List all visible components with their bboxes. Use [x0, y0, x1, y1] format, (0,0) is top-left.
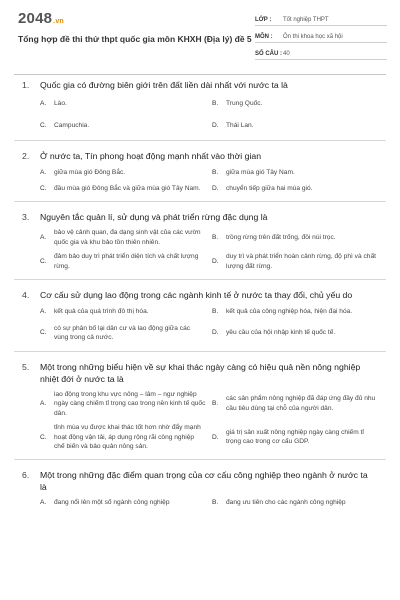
- question-text: [14, 150, 386, 162]
- site-logo[interactable]: [18, 10, 64, 27]
- option-letter: A.: [40, 498, 47, 506]
- question-number: 4.: [22, 290, 30, 300]
- option-letter: A.: [40, 308, 47, 315]
- answer-option[interactable]: [40, 228, 212, 247]
- question-number: 6.: [22, 469, 30, 480]
- option-letter: B.: [212, 498, 219, 506]
- option-text: Campuchia.: [54, 121, 90, 129]
- question: [0, 289, 400, 343]
- exam-meta: [255, 12, 387, 63]
- answer-option[interactable]: [212, 498, 384, 508]
- option-text: Thái Lan.: [226, 121, 254, 129]
- option-text: trồng rừng trên đất trống, đồi núi trọc.: [226, 233, 336, 241]
- answer-options: [14, 307, 386, 343]
- answer-option[interactable]: [212, 184, 384, 194]
- answer-option[interactable]: [40, 99, 212, 109]
- question: [0, 361, 400, 452]
- meta-value: Ôn thi khoa học xã hội: [283, 34, 343, 40]
- option-letter: B.: [212, 400, 219, 407]
- answer-option[interactable]: [212, 168, 384, 178]
- option-letter: C.: [40, 433, 47, 441]
- meta-label: MÔN :: [255, 34, 273, 40]
- option-letter: D.: [212, 257, 219, 265]
- page-header: [0, 0, 400, 70]
- option-letter: C.: [40, 121, 47, 129]
- question-stem: Cơ cấu sử dụng lao động trong các ngành kinh tế ở nước ta thay đổi, chủ yếu do: [40, 290, 353, 300]
- answer-option[interactable]: [40, 324, 212, 343]
- answer-option[interactable]: [40, 498, 212, 508]
- question-number: 1.: [22, 80, 30, 90]
- page-title: Tổng hợp đề thi thử thpt quốc gia môn KHXH (Địa lý) đề 5: [18, 34, 252, 44]
- question-text: [14, 211, 386, 223]
- option-letter: A.: [40, 100, 47, 107]
- question-divider: [14, 351, 386, 352]
- question: [0, 469, 400, 508]
- option-text: giá trị sản xuất nông nghiệp ngày càng chiếm tỉ trọng cao trong cơ cấu GDP.: [226, 428, 364, 446]
- option-text: kết quả của công nghiệp hóa, hiện đại hóa.: [226, 308, 353, 315]
- answer-option[interactable]: [212, 307, 384, 317]
- answer-option[interactable]: [212, 99, 384, 109]
- option-letter: B.: [212, 169, 219, 176]
- option-text: đảm bảo duy trì phát triển diện tích và chất lượng rừng.: [54, 253, 199, 270]
- answer-option[interactable]: [212, 252, 384, 271]
- answer-option[interactable]: [40, 168, 212, 178]
- answer-option[interactable]: [40, 121, 212, 131]
- option-text: lao động trong khu vực nông – lâm – ngư nghiệp ngày càng chiếm tỉ trọng cao trong nền kinh tế quốc dân.: [54, 390, 206, 417]
- option-text: tỉnh mùa vụ được khai thác tốt hơn nhờ đẩy mạnh hoạt động vận tải, áp dụng rộng rãi công nghiệp chế biến và bảo quản nông sản.: [54, 424, 201, 450]
- option-text: Lào.: [54, 100, 67, 107]
- option-text: giữa mùa gió Tây Nam.: [226, 169, 295, 176]
- answer-options: [14, 99, 386, 130]
- option-text: các sản phẩm nông nghiệp đã đáp ứng đầy đủ nhu cầu tiêu dùng tại chỗ của người dân.: [226, 395, 376, 412]
- answer-option[interactable]: [212, 121, 384, 131]
- question-stem: Nguyên tắc quản lí, sử dụng và phát triển rừng đặc dụng là: [40, 212, 268, 222]
- meta-label: SỐ CÂU :: [255, 51, 282, 57]
- option-letter: C.: [40, 184, 47, 192]
- question-number: 3.: [22, 212, 30, 222]
- option-text: Trung Quốc.: [226, 100, 263, 107]
- meta-row-subject: [255, 29, 387, 43]
- question: [0, 79, 400, 130]
- logo-main: 2048: [18, 10, 53, 27]
- option-letter: C.: [40, 329, 47, 337]
- question-divider: [14, 459, 386, 460]
- answer-options: [14, 228, 386, 271]
- question-text: [14, 79, 386, 91]
- question-list: [0, 79, 400, 507]
- option-text: yêu cầu của hội nhập kinh tế quốc tế.: [226, 329, 336, 337]
- question-text: [14, 289, 386, 301]
- option-text: duy trì và phát triển hoàn cảnh rừng, độ phì và chất lượng đất rừng.: [226, 253, 376, 270]
- option-letter: B.: [212, 233, 219, 241]
- question-number: 2.: [22, 151, 30, 161]
- header-divider: [14, 74, 386, 75]
- question: [0, 150, 400, 193]
- answer-options: [14, 168, 386, 193]
- option-letter: D.: [212, 433, 219, 441]
- question-divider: [14, 140, 386, 141]
- question-text: [14, 361, 386, 385]
- option-text: giữa mùa gió Đông Bắc.: [54, 169, 126, 176]
- question-divider: [14, 279, 386, 280]
- option-text: có sự phân bố lại dân cư và lao động giữa các vùng trong cả nước.: [54, 324, 191, 341]
- meta-label: LỚP :: [255, 17, 272, 23]
- option-letter: A.: [40, 400, 47, 407]
- option-letter: D.: [212, 184, 219, 192]
- option-text: kết quả của quá trình đô thị hóa.: [54, 308, 149, 315]
- option-letter: D.: [212, 121, 219, 129]
- answer-option[interactable]: [212, 324, 384, 343]
- question: [0, 211, 400, 271]
- option-text: đang ưu tiên cho các ngành công nghiệp: [226, 498, 346, 506]
- option-letter: B.: [212, 308, 219, 315]
- option-letter: B.: [212, 100, 219, 107]
- answer-option[interactable]: [40, 423, 212, 452]
- answer-options: [14, 498, 386, 508]
- question-stem: Ở nước ta, Tín phong hoạt động mạnh nhất vào thời gian: [40, 151, 262, 161]
- option-text: chuyển tiếp giữa hai mùa gió.: [226, 184, 313, 192]
- option-letter: D.: [212, 329, 219, 337]
- option-text: đang nổi lên một số ngành công nghiệp: [54, 498, 170, 506]
- option-letter: A.: [40, 233, 47, 241]
- answer-option[interactable]: [40, 252, 212, 271]
- option-letter: A.: [40, 169, 47, 176]
- meta-row-count: [255, 46, 387, 60]
- answer-option[interactable]: [40, 307, 212, 317]
- answer-option[interactable]: [212, 423, 384, 452]
- logo-suffix: .vn: [53, 18, 64, 25]
- answer-option[interactable]: [212, 390, 384, 419]
- question-text: [14, 469, 386, 493]
- option-text: đầu mùa gió Đông Bắc và giữa mùa gió Tây Nam.: [54, 184, 201, 192]
- question-stem: Quốc gia có đường biên giới trên đất liền dài nhất với nước ta là: [40, 80, 288, 90]
- answer-option[interactable]: [212, 228, 384, 247]
- meta-value: Tốt nghiệp THPT: [283, 17, 329, 23]
- question-number: 5.: [22, 361, 30, 372]
- question-stem: Một trong những đặc điểm quan trọng của cơ cấu công nghiệp theo ngành ở nước ta là: [40, 469, 368, 492]
- meta-value: 40: [283, 51, 290, 57]
- meta-row-class: [255, 12, 387, 26]
- answer-options: [14, 390, 386, 452]
- answer-option[interactable]: [40, 184, 212, 194]
- option-letter: C.: [40, 257, 47, 265]
- option-text: bảo vệ cảnh quan, đa dạng sinh vật của các vườn quốc gia và khu bảo tồn thiên nhiên.: [54, 229, 201, 246]
- question-stem: Một trong những biểu hiện về sự khai thác ngày càng có hiệu quả nền nông nghiệp nhiệt đới ở nước ta là: [40, 361, 361, 384]
- question-divider: [14, 201, 386, 202]
- answer-option[interactable]: [40, 390, 212, 419]
